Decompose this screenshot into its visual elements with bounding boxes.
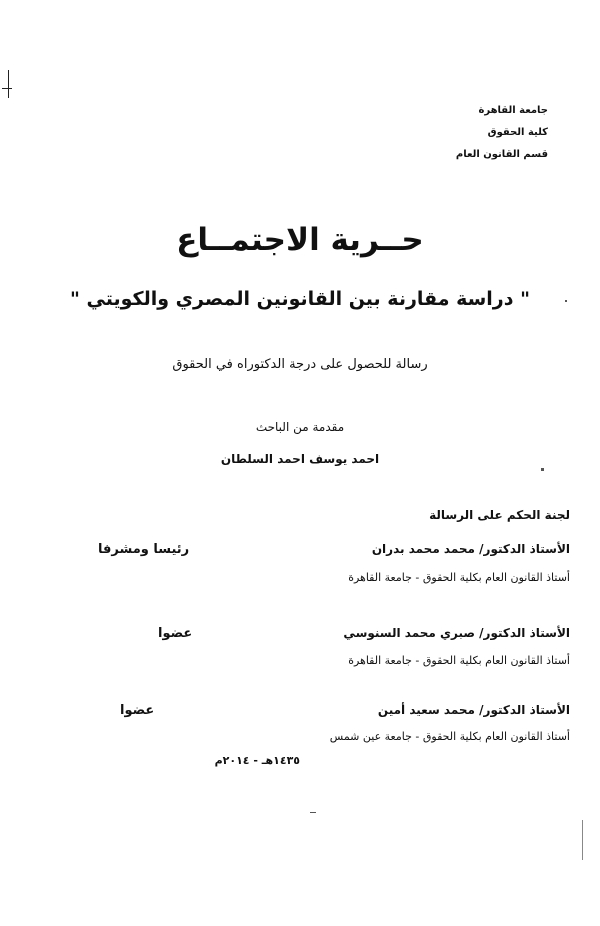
thesis-subtitle: " دراسة مقارنة بين القانونين المصري والكويتي "	[69, 288, 531, 310]
scan-margin-mark	[8, 70, 9, 98]
committee-member-1-name: الأستاذ الدكتور/ محمد محمد بدران	[371, 542, 570, 556]
committee-member-3-role: عضوا	[120, 703, 155, 718]
committee-member-1-affiliation: أستاذ القانون العام بكلية الحقوق - جامعة القاهرة	[348, 571, 570, 584]
presented-by-label: مقدمة من الباحث	[255, 420, 345, 434]
scan-speck	[310, 812, 316, 813]
department-name: قسم القانون العام	[455, 149, 548, 160]
thesis-purpose: رسالة للحصول على درجة الدكتوراه في الحقوق	[172, 357, 428, 372]
thesis-title: حــرية الاجتمــاع	[176, 222, 424, 258]
scan-speck	[541, 468, 544, 471]
university-name: جامعة القاهرة	[478, 105, 548, 116]
scan-margin-tick	[2, 88, 12, 89]
scan-speck	[565, 300, 567, 302]
thesis-date: ١٤٣٥هـ - ٢٠١٤م	[214, 754, 300, 767]
faculty-name: كلية الحقوق	[487, 127, 548, 138]
committee-heading: لجنة الحكم على الرسالة	[429, 508, 570, 522]
committee-member-3-name: الأستاذ الدكتور/ محمد سعيد أمين	[377, 703, 570, 717]
committee-member-2-name: الأستاذ الدكتور/ صبري محمد السنوسي	[343, 626, 570, 640]
scan-edge-mark	[582, 820, 583, 860]
committee-member-1-role: رئيسا ومشرفا	[98, 542, 190, 557]
committee-member-2-role: عضوا	[158, 626, 193, 641]
committee-member-3-affiliation: أستاذ القانون العام بكلية الحقوق - جامعة عين شمس	[329, 730, 570, 743]
researcher-name: احمد يوسف احمد السلطان	[220, 452, 380, 466]
committee-member-2-affiliation: أستاذ القانون العام بكلية الحقوق - جامعة القاهرة	[348, 654, 570, 667]
institution-block	[418, 100, 548, 166]
